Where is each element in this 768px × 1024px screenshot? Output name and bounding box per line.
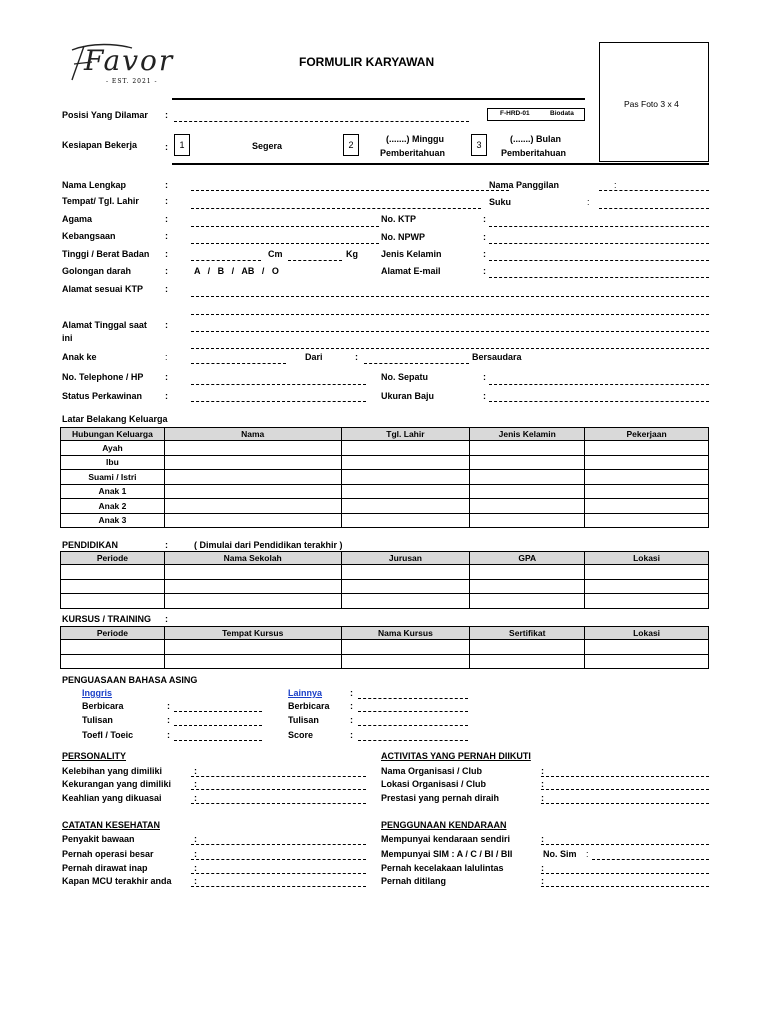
column-header: Lokasi <box>585 627 709 640</box>
table-cell[interactable] <box>164 484 341 499</box>
table-cell[interactable] <box>470 565 585 580</box>
agama-label: Agama <box>62 214 93 224</box>
personality-section-title: PERSONALITY <box>62 751 127 761</box>
email-field[interactable] <box>489 277 709 278</box>
table-row <box>61 470 709 485</box>
colon: : <box>167 701 170 711</box>
tempat-lahir-label: Tempat/ Tgl. Lahir <box>62 196 139 206</box>
table-cell[interactable] <box>164 640 341 655</box>
column-header: Nama <box>164 428 341 441</box>
no-sim-field[interactable] <box>592 859 709 860</box>
table-cell[interactable] <box>585 579 709 594</box>
posisi-field[interactable] <box>174 121 469 122</box>
form-code-label: Biodata <box>550 110 574 117</box>
colon: : <box>165 196 168 206</box>
table-row <box>61 441 709 456</box>
table-cell[interactable] <box>470 441 585 456</box>
colon: : <box>541 766 544 776</box>
table-row <box>61 594 709 609</box>
option-3-line2: Pemberitahuan <box>501 148 567 158</box>
table-cell[interactable] <box>585 499 709 514</box>
jenis-kelamin-field[interactable] <box>489 260 709 261</box>
table-cell[interactable] <box>341 513 470 528</box>
kendaraan-section-title: PENGGUNAAN KENDARAAN <box>381 820 507 830</box>
table-cell[interactable] <box>470 455 585 470</box>
alamat-tinggal-label-2: ini <box>62 333 73 343</box>
dari-field[interactable] <box>364 363 469 364</box>
jenis-kelamin-label: Jenis Kelamin <box>381 249 442 259</box>
table-cell[interactable] <box>341 441 470 456</box>
table-cell[interactable] <box>164 565 341 580</box>
table-header-row <box>61 627 709 640</box>
row-label: Ayah <box>61 441 165 456</box>
photo-label: Pas Foto 3 x 4 <box>624 99 679 109</box>
tinggi-berat-label: Tinggi / Berat Badan <box>62 249 150 259</box>
kekurangan-label: Kekurangan yang dimiliki <box>62 779 172 789</box>
nama-lengkap-label: Nama Lengkap <box>62 180 127 190</box>
colon: : <box>350 715 353 725</box>
ditilang-label: Pernah ditilang <box>381 876 447 886</box>
colon: : <box>541 793 544 803</box>
colon: : <box>194 779 197 789</box>
row-label: Ibu <box>61 455 165 470</box>
alamat-ktp-field-1[interactable] <box>191 296 709 297</box>
table-row <box>61 513 709 528</box>
colon: : <box>483 372 486 382</box>
company-logo <box>62 38 202 90</box>
lokasi-org-field[interactable] <box>541 789 709 790</box>
bersaudara-label: Bersaudara <box>472 352 522 362</box>
page-title: FORMULIR KARYAWAN <box>299 55 435 69</box>
column-header: Jenis Kelamin <box>470 428 585 441</box>
toefl-label: Toefl / Toeic <box>82 730 134 740</box>
colon: : <box>165 249 168 259</box>
kesiapan-colon: : <box>165 142 168 152</box>
table-cell[interactable] <box>470 654 585 669</box>
column-header: Nama Kursus <box>341 627 470 640</box>
lainnya-field[interactable] <box>358 698 468 699</box>
row-label: Anak 3 <box>61 513 165 528</box>
table-row <box>61 499 709 514</box>
table-cell[interactable] <box>470 484 585 499</box>
colon: : <box>194 849 197 859</box>
table-row <box>61 579 709 594</box>
column-header: Nama Sekolah <box>164 552 341 565</box>
colon: : <box>587 197 590 207</box>
table-cell[interactable] <box>585 455 709 470</box>
colon: : <box>483 266 486 276</box>
colon: : <box>165 614 168 624</box>
colon: : <box>165 266 168 276</box>
keluarga-section-title: Latar Belakang Keluarga <box>62 414 168 424</box>
status-label: Status Perkawinan <box>62 391 143 401</box>
column-header: GPA <box>470 552 585 565</box>
ukuran-baju-label: Ukuran Baju <box>381 391 435 401</box>
aktivitas-section-title: ACTIVITAS YANG PERNAH DIIKUTI <box>381 751 531 761</box>
inggris-berbicara-label: Berbicara <box>82 701 124 711</box>
posisi-label: Posisi Yang Dilamar <box>62 110 148 120</box>
telephone-label: No. Telephone / HP <box>62 372 144 382</box>
pendidikan-table <box>60 551 709 609</box>
table-cell[interactable] <box>61 594 165 609</box>
table-cell[interactable] <box>470 594 585 609</box>
dirawat-field[interactable] <box>191 873 366 874</box>
table-cell[interactable] <box>164 455 341 470</box>
table-header-row <box>61 552 709 565</box>
header-rule <box>172 98 585 100</box>
table-cell[interactable] <box>61 654 165 669</box>
column-header: Hubungan Keluarga <box>61 428 165 441</box>
kursus-section-title: KURSUS / TRAINING <box>62 614 152 624</box>
table-row <box>61 565 709 580</box>
table-cell[interactable] <box>164 579 341 594</box>
agama-field[interactable] <box>191 226 379 227</box>
no-sepatu-field[interactable] <box>489 384 709 385</box>
kebangsaan-field[interactable] <box>191 243 379 244</box>
lainnya-tulisan-field[interactable] <box>358 725 468 726</box>
column-header: Periode <box>61 627 165 640</box>
kesiapan-label: Kesiapan Bekerja <box>62 140 138 150</box>
nama-org-label: Nama Organisasi / Club <box>381 766 483 776</box>
table-cell[interactable] <box>164 499 341 514</box>
table-header-row <box>61 428 709 441</box>
table-cell[interactable] <box>341 470 470 485</box>
kekurangan-field[interactable] <box>191 789 366 790</box>
colon: : <box>350 730 353 740</box>
logo-est: - EST. 2021 - <box>106 78 158 85</box>
score-field[interactable] <box>358 740 468 741</box>
table-cell[interactable] <box>341 594 470 609</box>
alamat-tinggal-label-1: Alamat Tinggal saat <box>62 320 147 330</box>
table-cell[interactable] <box>585 470 709 485</box>
nama-lengkap-field[interactable] <box>191 190 509 191</box>
colon: : <box>165 231 168 241</box>
operasi-label: Pernah operasi besar <box>62 849 154 859</box>
inggris-link[interactable]: Inggris <box>82 688 113 698</box>
table-cell[interactable] <box>585 484 709 499</box>
option-1-label: Segera <box>252 141 283 151</box>
colon: : <box>165 320 168 330</box>
keahlian-label: Keahlian yang dikuasai <box>62 793 162 803</box>
nama-panggilan-field[interactable] <box>599 190 709 191</box>
alamat-tinggal-field-2[interactable] <box>191 348 709 349</box>
posisi-colon: : <box>165 110 168 120</box>
table-cell[interactable] <box>585 565 709 580</box>
option-2-box[interactable]: 2 <box>343 134 359 156</box>
table-row <box>61 640 709 655</box>
logo-text: Favor <box>84 44 175 77</box>
table-cell[interactable] <box>470 470 585 485</box>
punya-kendaraan-field[interactable] <box>541 844 709 845</box>
colon: : <box>165 214 168 224</box>
option-2-line1: (.......) Minggu <box>386 134 444 144</box>
table-cell[interactable] <box>585 441 709 456</box>
table-row <box>61 654 709 669</box>
telephone-field[interactable] <box>191 384 366 385</box>
kg-unit: Kg <box>346 249 358 259</box>
table-cell[interactable] <box>585 594 709 609</box>
no-ktp-label: No. KTP <box>381 214 416 224</box>
colon: : <box>541 863 544 873</box>
kebangsaan-label: Kebangsaan <box>62 231 116 241</box>
table-cell[interactable] <box>470 499 585 514</box>
no-sepatu-label: No. Sepatu <box>381 372 429 382</box>
kecelakaan-label: Pernah kecelakaan lalulintas <box>381 863 504 873</box>
keahlian-field[interactable] <box>191 803 366 804</box>
lainnya-link[interactable]: Lainnya <box>288 688 323 698</box>
alamat-ktp-label: Alamat sesuai KTP <box>62 284 144 294</box>
colon: : <box>165 352 168 362</box>
penyakit-label: Penyakit bawaan <box>62 834 135 844</box>
table-cell[interactable] <box>341 565 470 580</box>
email-label: Alamat E-mail <box>381 266 441 276</box>
table-cell[interactable] <box>61 579 165 594</box>
table-row <box>61 455 709 470</box>
tinggi-field[interactable] <box>191 260 261 261</box>
colon: : <box>350 688 353 698</box>
colon: : <box>165 284 168 294</box>
bahasa-section-title: PENGUASAAN BAHASA ASING <box>62 675 198 685</box>
pendidikan-section-title: PENDIDIKAN <box>62 540 119 550</box>
status-field[interactable] <box>191 401 366 402</box>
kelebihan-field[interactable] <box>191 776 366 777</box>
colon: : <box>165 372 168 382</box>
inggris-tulisan-label: Tulisan <box>82 715 113 725</box>
no-ktp-field[interactable] <box>489 226 709 227</box>
anak-ke-label: Anak ke <box>62 352 97 362</box>
prestasi-label: Prestasi yang pernah diraih <box>381 793 500 803</box>
kursus-table <box>60 626 709 669</box>
operasi-field[interactable] <box>191 859 366 860</box>
table-cell[interactable] <box>470 579 585 594</box>
lainnya-tulisan-label: Tulisan <box>288 715 319 725</box>
column-header: Tempat Kursus <box>164 627 341 640</box>
table-cell[interactable] <box>61 565 165 580</box>
colon: : <box>483 214 486 224</box>
table-row <box>61 484 709 499</box>
option-1-box[interactable]: 1 <box>174 134 190 156</box>
table-cell[interactable] <box>164 441 341 456</box>
anak-ke-field[interactable] <box>191 363 286 364</box>
suku-label: Suku <box>489 197 512 207</box>
tempat-lahir-field[interactable] <box>191 208 481 209</box>
option-3-box[interactable]: 3 <box>471 134 487 156</box>
nama-org-field[interactable] <box>541 776 709 777</box>
lokasi-org-label: Lokasi Organisasi / Club <box>381 779 487 789</box>
berat-field[interactable] <box>288 260 342 261</box>
column-header: Periode <box>61 552 165 565</box>
colon: : <box>541 834 544 844</box>
suku-field[interactable] <box>599 208 709 209</box>
row-label: Suami / Istri <box>61 470 165 485</box>
cm-unit: Cm <box>268 249 283 259</box>
no-npwp-label: No. NPWP <box>381 232 425 242</box>
colon: : <box>167 715 170 725</box>
mcu-label: Kapan MCU terakhir anda <box>62 876 172 886</box>
punya-kendaraan-label: Mempunyai kendaraan sendiri <box>381 834 511 844</box>
colon: : <box>355 352 358 362</box>
nama-panggilan-label: Nama Panggilan <box>489 180 560 190</box>
colon: : <box>541 876 544 886</box>
prestasi-field[interactable] <box>541 803 709 804</box>
row-label: Anak 1 <box>61 484 165 499</box>
colon: : <box>165 391 168 401</box>
inggris-berbicara-field[interactable] <box>174 711 262 712</box>
lainnya-berbicara-label: Berbicara <box>288 701 330 711</box>
mcu-field[interactable] <box>191 886 366 887</box>
pendidikan-note: ( Dimulai dari Pendidikan terakhir ) <box>194 540 343 550</box>
column-header: Sertifikat <box>470 627 585 640</box>
colon: : <box>194 876 197 886</box>
score-label: Score <box>288 730 314 740</box>
colon: : <box>194 766 197 776</box>
table-cell[interactable] <box>164 513 341 528</box>
column-header: Pekerjaan <box>585 428 709 441</box>
kesehatan-section-title: CATATAN KESEHATAN <box>62 820 160 830</box>
table-cell[interactable] <box>341 640 470 655</box>
table-cell[interactable] <box>341 484 470 499</box>
table-cell[interactable] <box>341 455 470 470</box>
alamat-tinggal-field-1[interactable] <box>191 331 709 332</box>
option-2-line2: Pemberitahuan <box>380 148 446 158</box>
table-cell[interactable] <box>585 640 709 655</box>
sim-label: Mempunyai SIM : A / C / BI / BII <box>381 849 513 859</box>
table-cell[interactable] <box>341 499 470 514</box>
blood-type-options[interactable]: A / B / AB / O <box>194 266 279 276</box>
colon: : <box>541 779 544 789</box>
table-cell[interactable] <box>585 513 709 528</box>
form-code-box <box>487 108 585 121</box>
colon: : <box>167 730 170 740</box>
table-cell[interactable] <box>470 640 585 655</box>
colon: : <box>586 849 589 859</box>
table-cell[interactable] <box>470 513 585 528</box>
no-npwp-field[interactable] <box>489 243 709 244</box>
colon: : <box>165 180 168 190</box>
column-header: Tgl. Lahir <box>341 428 470 441</box>
colon: : <box>165 540 168 550</box>
section-rule <box>172 163 709 165</box>
table-cell[interactable] <box>585 654 709 669</box>
table-cell[interactable] <box>341 579 470 594</box>
table-cell[interactable] <box>61 640 165 655</box>
column-header: Lokasi <box>585 552 709 565</box>
row-label: Anak 2 <box>61 499 165 514</box>
no-sim-label: No. Sim <box>543 849 577 859</box>
toefl-field[interactable] <box>174 740 262 741</box>
colon: : <box>483 391 486 401</box>
colon: : <box>350 701 353 711</box>
option-3-line1: (.......) Bulan <box>510 134 561 144</box>
photo-box <box>599 42 709 162</box>
colon: : <box>194 793 197 803</box>
form-code: F-HRD-01 <box>500 110 530 117</box>
keluarga-table <box>60 427 709 528</box>
table-cell[interactable] <box>164 594 341 609</box>
table-cell[interactable] <box>164 470 341 485</box>
colon: : <box>483 249 486 259</box>
colon: : <box>194 834 197 844</box>
colon: : <box>194 863 197 873</box>
kelebihan-label: Kelebihan yang dimiliki <box>62 766 163 776</box>
alamat-ktp-field-2[interactable] <box>191 314 709 315</box>
dirawat-label: Pernah dirawat inap <box>62 863 148 873</box>
penyakit-field[interactable] <box>191 844 366 845</box>
ditilang-field[interactable] <box>541 886 709 887</box>
column-header: Jurusan <box>341 552 470 565</box>
colon: : <box>614 180 617 190</box>
dari-label: Dari <box>305 352 323 362</box>
gol-darah-label: Golongan darah <box>62 266 132 276</box>
table-cell[interactable] <box>341 654 470 669</box>
ukuran-baju-field[interactable] <box>489 401 709 402</box>
table-cell[interactable] <box>164 654 341 669</box>
colon: : <box>483 232 486 242</box>
inggris-tulisan-field[interactable] <box>174 725 262 726</box>
lainnya-berbicara-field[interactable] <box>358 711 468 712</box>
kecelakaan-field[interactable] <box>541 873 709 874</box>
